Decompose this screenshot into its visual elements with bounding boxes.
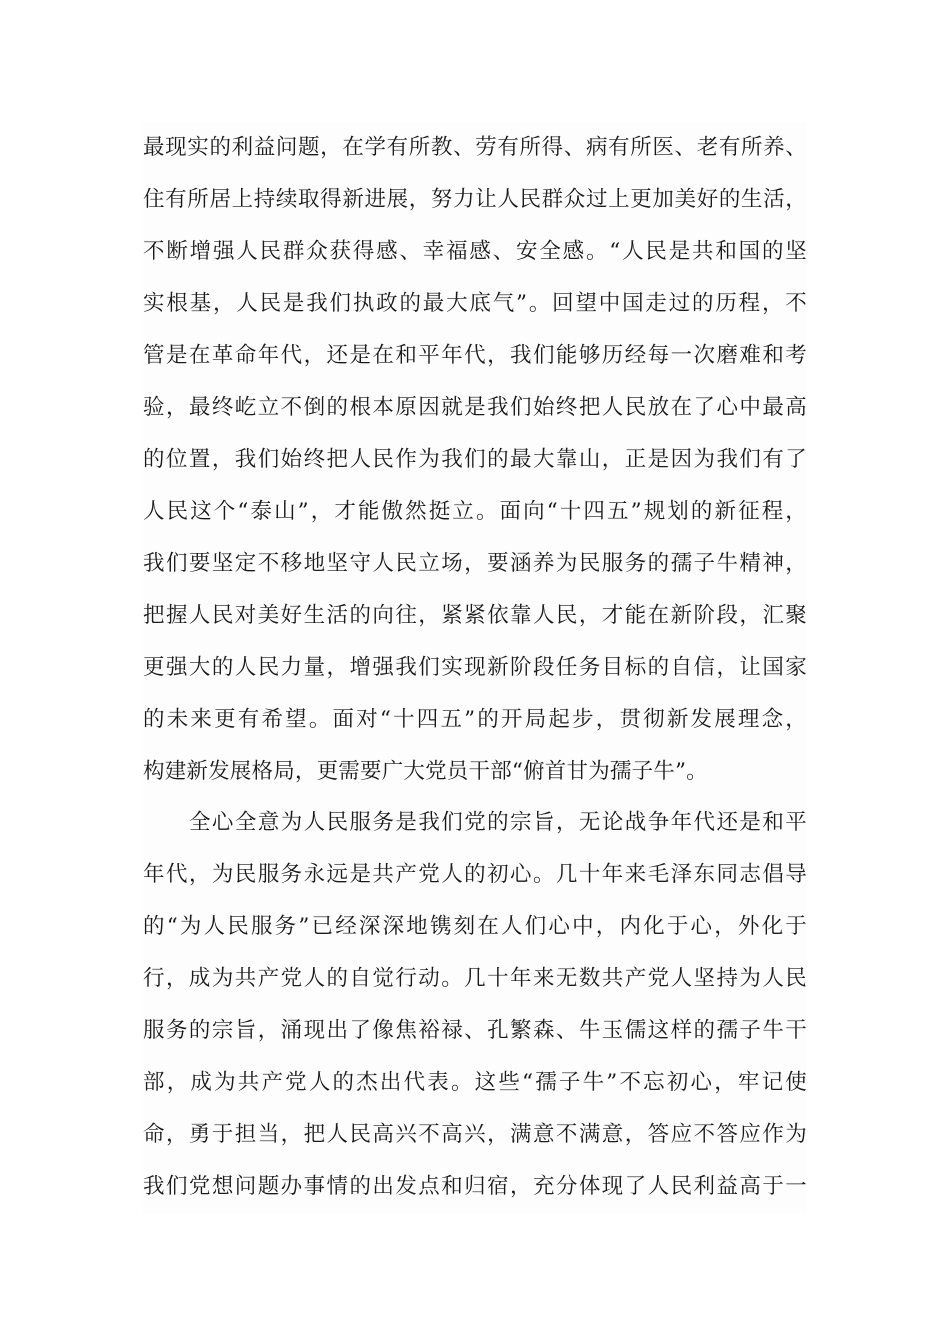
paragraph-1-line: 实根基，人民是我们执政的最大底气”。回望中国走过的历程，不	[143, 291, 807, 316]
paragraph-1-line: 验，最终屹立不倒的根本原因就是我们始终把人民放在了心中最高	[143, 395, 807, 420]
paragraph-1-line: 不断增强人民群众获得感、幸福感、安全感。“人民是共和国的坚	[143, 239, 807, 264]
paragraph-1-last-line: 构建新发展格局，更需要广大党员干部“俯首甘为孺子牛”。	[143, 759, 708, 784]
paragraph-1	[143, 122, 807, 798]
paragraph-2-line: 行，成为共产党人的自觉行动。几十年来无数共产党人坚持为人民	[143, 966, 807, 991]
paragraph-1-line: 人民这个“泰山”，才能傲然挺立。面向“十四五”规划的新征程，	[143, 499, 807, 524]
paragraph-1-line: 最现实的利益问题，在学有所教、劳有所得、病有所医、老有所养、	[143, 135, 807, 160]
paragraph-1-line: 管是在革命年代，还是在和平年代，我们能够历经每一次磨难和考	[143, 343, 807, 368]
paragraph-2-line: 我们党想问题办事情的出发点和归宿，充分体现了人民利益高于一	[143, 1174, 807, 1199]
paragraph-1-line: 住有所居上持续取得新进展，努力让人民群众过上更加美好的生活，	[143, 187, 807, 212]
paragraph-2-line: 年代，为民服务永远是共产党人的初心。几十年来毛泽东同志倡导	[143, 862, 807, 887]
paragraph-2-line: 命，勇于担当，把人民高兴不高兴，满意不满意，答应不答应作为	[143, 1122, 807, 1147]
paragraph-2-line: 的“为人民服务”已经深深地镌刻在人们心中，内化于心，外化于	[143, 914, 807, 939]
paragraph-2-line: 部，成为共产党人的杰出代表。这些“孺子牛”不忘初心，牢记使	[143, 1070, 807, 1095]
paragraph-1-line: 的位置，我们始终把人民作为我们的最大靠山，正是因为我们有了	[143, 447, 807, 472]
paragraph-1-line: 更强大的人民力量，增强我们实现新阶段任务目标的自信，让国家	[143, 655, 807, 680]
paragraph-2-line: 服务的宗旨，涌现出了像焦裕禄、孔繁森、牛玉儒这样的孺子牛干	[143, 1018, 807, 1043]
paragraph-1-line: 把握人民对美好生活的向往，紧紧依靠人民，才能在新阶段，汇聚	[143, 603, 807, 628]
paragraph-2	[143, 797, 807, 1213]
paragraph-1-line: 的未来更有希望。面对“十四五”的开局起步，贯彻新发展理念，	[143, 707, 807, 732]
paragraph-1-line: 我们要坚定不移地坚守人民立场，要涵养为民服务的孺子牛精神，	[143, 551, 807, 576]
paragraph-2-first-line: 全心全意为人民服务是我们党的宗旨，无论战争年代还是和平	[189, 810, 807, 835]
